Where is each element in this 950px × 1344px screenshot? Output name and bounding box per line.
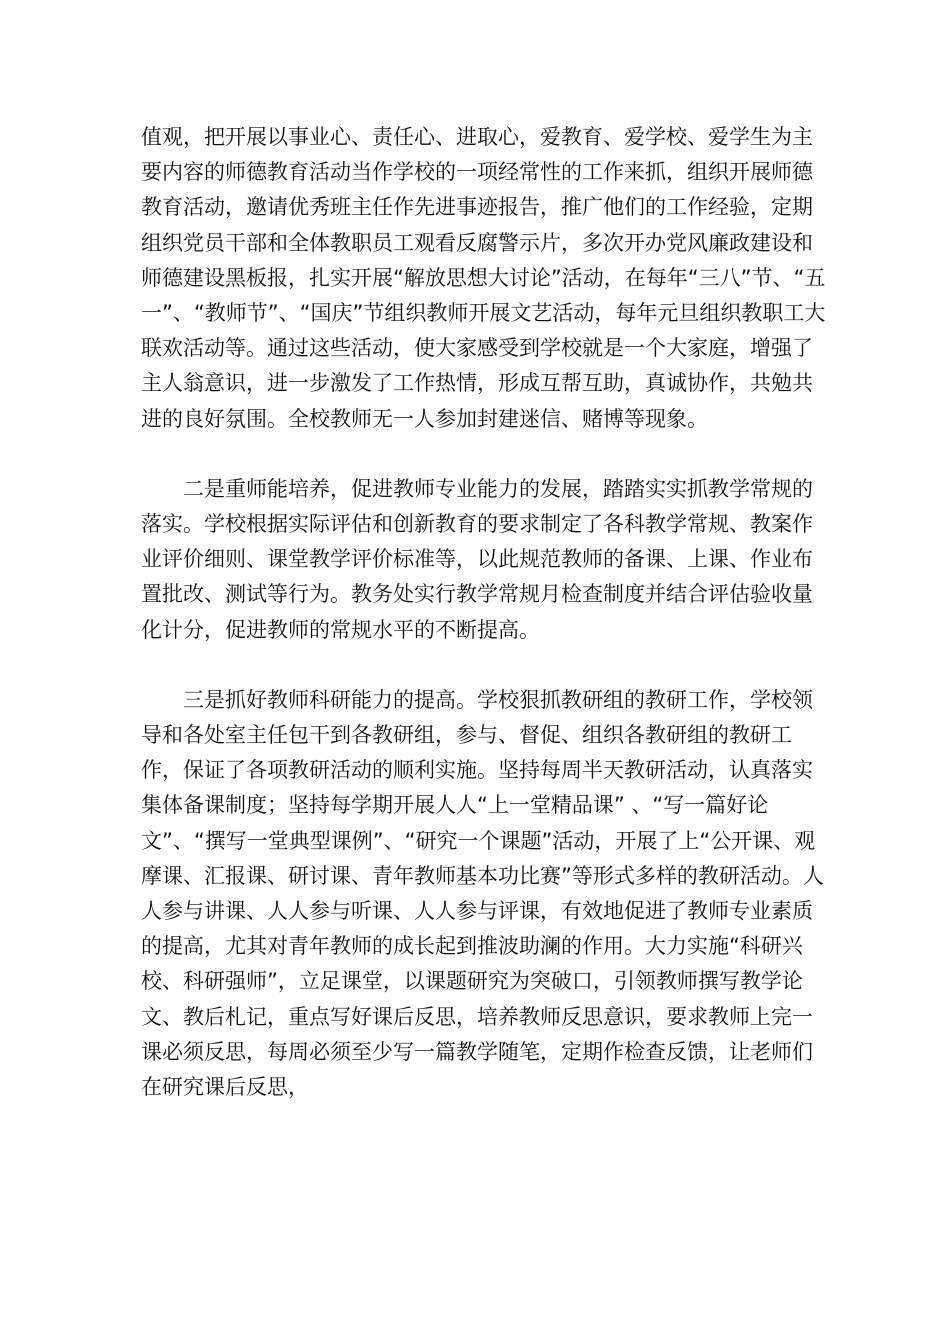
paragraph-teaching-routine: 二是重师能培养，促进教师专业能力的发展，踏踏实实抓教学常规的落实。学校根据实际评估和创新教育的要求制定了各科教学常规、教案作业评价细则、课堂教学评价标准等，以此规范教师的备课、上课、作业布置批改、测试等行为。教务处实行教学常规月检查制度并结合评估验收量化计分，促进教师的常规水平的不断提高。 — [141, 476, 813, 642]
paragraph-gap — [141, 648, 831, 683]
paragraph-gap — [141, 437, 831, 472]
paragraph-continuation: 值观，把开展以事业心、责任心、进取心，爱教育、爱学校、爱学生为主要内容的师德教育活动当作学校的一项经常性的工作来抓，组织开展师德教育活动，邀请优秀班主任作先进事迹报告，推广他们的工作经验，定期组织党员干部和全体教职员工观看反腐警示片，多次开办党风廉政建设和师德建设黑板报，扎实开展“解放思想大讨论”活动，在每年“三八”节、“五一”、“教师节”、“国庆”节组织教师开展文艺活动，每年元旦组织教职工大联欢活动等。通过这些活动，使大家感受到学校就是一个大家庭，增强了主人翁意识，进一步激发了工作热情，形成互帮互助，真诚协作，共勉共进的良好氛围。全校教师无一人参加封建迷信、赌博等现象。 — [141, 125, 826, 431]
paragraph-research-ability: 三是抓好教师科研能力的提高。学校狠抓教研组的教研工作，学校领导和各处室主任包干到各教研组，参与、督促、组织各教研组的教研工作，保证了各项教研活动的顺利实施。坚持每周半天教研活动，认真落实集体备课制度；坚持每学期开展人人“上一堂精品课” 、“写一篇好论文”、“撰写一堂典型课例”、“研究一个课题”活动，开展了上“公开课、观摩课、汇报课、研讨课、青年教师基本功比赛”等形式多样的教研活动。人人参与讲课、人人参与听课、人人参与评课，有效地促进了教师专业素质的提高，尤其对青年教师的成长起到推波助澜的作用。大力实施“科研兴校、科研强师”，立足课堂，以课题研究为突破口，引领教师撰写教学论文、教后札记，重点写好课后反思，培养教师反思意识，要求教师上完一课必须反思，每周必须至少写一篇教学随笔，定期作检查反馈，让老师们在研究课后反思， — [141, 687, 824, 1100]
document-body — [141, 120, 831, 1105]
